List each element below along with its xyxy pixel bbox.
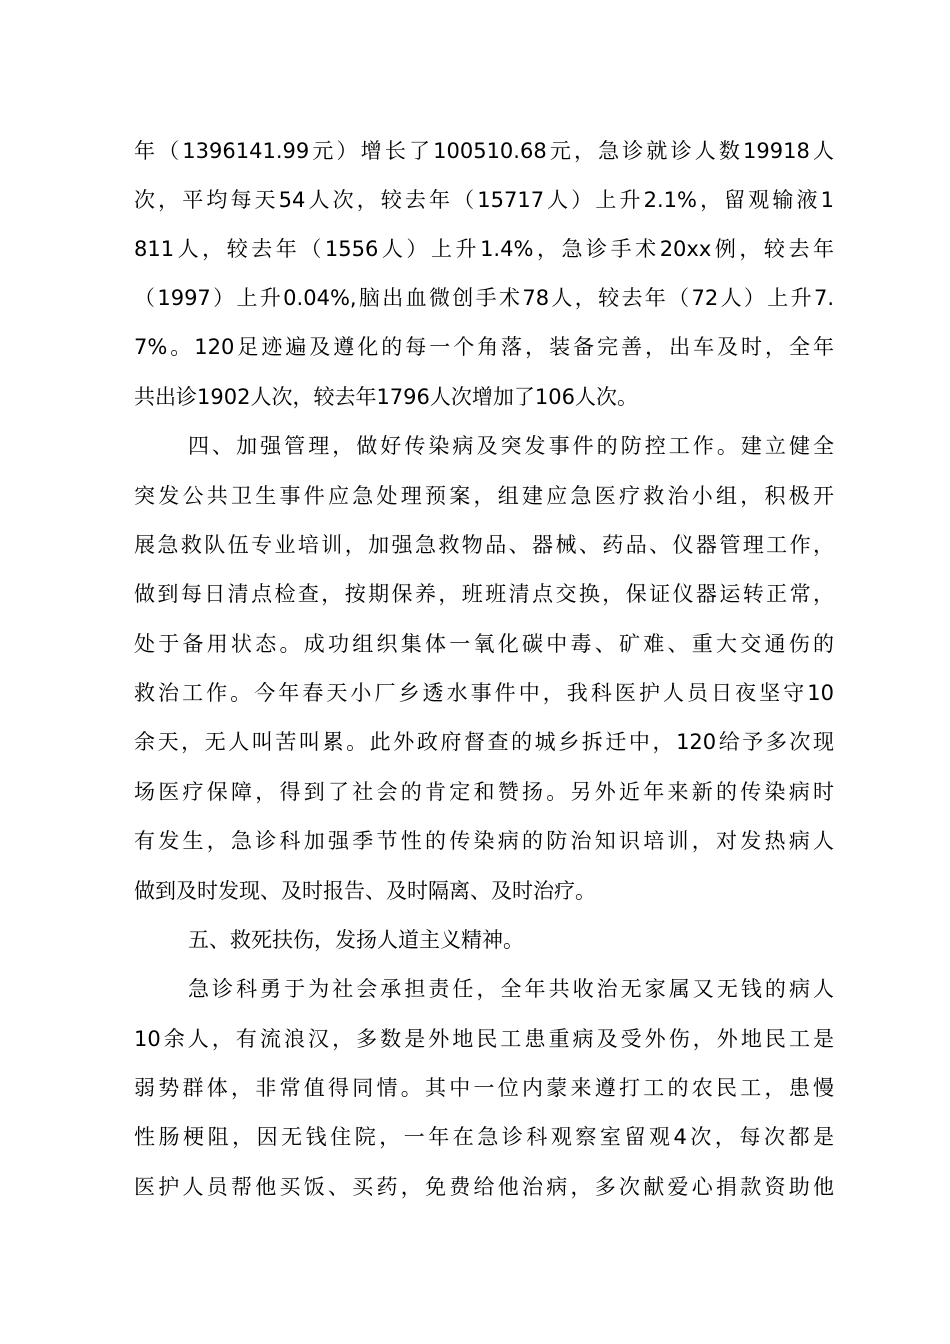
text-line: 处于备用状态。成功组织集体一氧化碳中毒、矿难、重大交通伤的 xyxy=(134,632,834,656)
text-line: 医护人员帮他买饭、买药，免费给他治病，多次献爱心捐款资助他 xyxy=(134,1175,834,1199)
text-line: 性肠梗阻，因无钱住院，一年在急诊科观察室留观4次，每次都是 xyxy=(134,1125,834,1149)
text-line: 余天，无人叫苦叫累。此外政府督查的城乡拆迁中，120给予多次现 xyxy=(134,730,834,754)
text-line: 有发生，急诊科加强季节性的传染病的防治知识培训，对发热病人 xyxy=(134,829,834,853)
text-line: 共出诊1902人次，较去年1796人次增加了106人次。 xyxy=(134,385,638,409)
text-line: 做到每日清点检查，按期保养，班班清点交换，保证仪器运转正常， xyxy=(134,582,834,606)
text-line: 弱势群体，非常值得同情。其中一位内蒙来遵打工的农民工，患慢 xyxy=(134,1076,834,1100)
text-line: 突发公共卫生事件应急处理预案，组建应急医疗救治小组，积极开 xyxy=(134,484,834,508)
text-line: 7%。120足迹遍及遵化的每一个角落，装备完善，出车及时，全年 xyxy=(134,335,834,359)
text-line: 场医疗保障，得到了社会的肯定和赞扬。另外近年来新的传染病时 xyxy=(134,780,834,804)
text-line: 10余人，有流浪汉，多数是外地民工患重病及受外伤，外地民工是 xyxy=(134,1027,834,1051)
section-heading: 五、救死扶伤，发扬人道主义精神。 xyxy=(188,928,524,952)
text-line: （1997）上升0.04%,脑出血微创手术78人，较去年（72人）上升7. xyxy=(134,286,834,310)
text-line: 急诊科勇于为社会承担责任，全年共收治无家属又无钱的病人 xyxy=(188,977,834,1001)
section-heading: 四、加强管理，做好传染病及突发事件的防控工作。建立健全 xyxy=(188,434,834,458)
text-line: 次，平均每天54人次，较去年（15717人）上升2.1%，留观输液1 xyxy=(134,188,834,212)
text-line: 811人，较去年（1556人）上升1.4%，急诊手术20xx例，较去年 xyxy=(134,237,834,261)
text-line: 做到及时发现、及时报告、及时隔离、及时治疗。 xyxy=(134,879,596,903)
text-line: 展急救队伍专业培训，加强急救物品、器械、药品、仪器管理工作， xyxy=(134,533,834,557)
text-line: 救治工作。今年春天小厂乡透水事件中，我科医护人员日夜坚守10 xyxy=(134,681,834,705)
text-line: 年（1396141.99元）增长了100510.68元，急诊就诊人数19918人 xyxy=(134,139,834,163)
